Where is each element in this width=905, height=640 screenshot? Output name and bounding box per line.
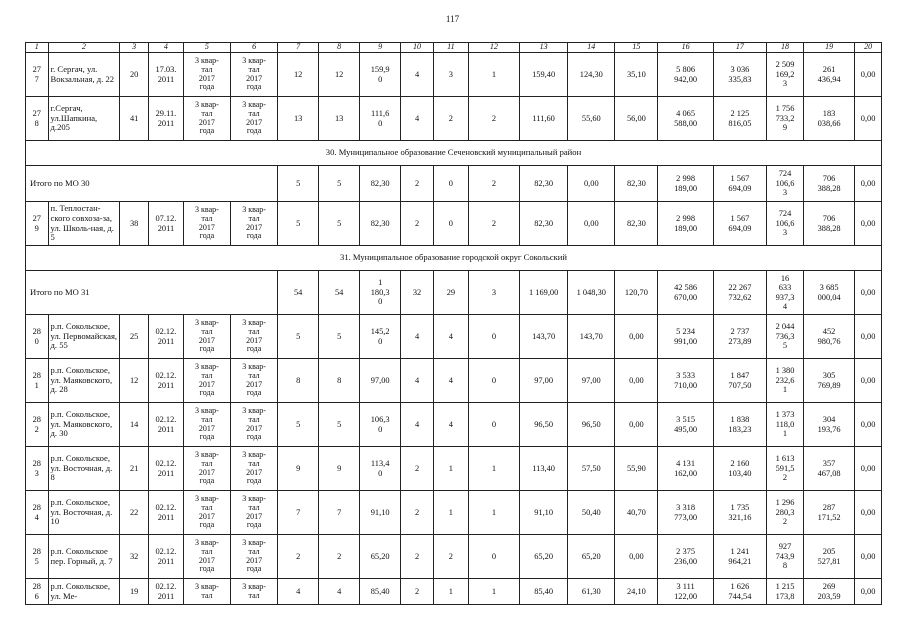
column-number: 8	[319, 43, 360, 53]
table-cell: 2	[468, 202, 519, 246]
table-cell: 304 193,76	[803, 403, 854, 447]
table-cell: 28 4	[26, 491, 49, 535]
table-cell: 3 квар- тал 2017 года	[183, 491, 230, 535]
table-cell: 0,00	[855, 359, 882, 403]
table-cell: 29.11. 2011	[149, 97, 184, 141]
table-cell: 20	[120, 53, 149, 97]
table-cell: 1	[468, 491, 519, 535]
table-cell: 1 215 173,8	[767, 579, 804, 605]
table-cell: 14	[120, 403, 149, 447]
table-cell: 0,00	[615, 359, 658, 403]
table-cell: 9	[319, 447, 360, 491]
table-cell: 3 036 335,83	[713, 53, 766, 97]
table-cell: 724 106,6 3	[767, 166, 804, 202]
table-cell: 1	[468, 53, 519, 97]
table-cell: 3 квар- тал 2017 года	[183, 535, 230, 579]
table-cell: 287 171,52	[803, 491, 854, 535]
table-cell: 706 388,28	[803, 202, 854, 246]
table-row	[26, 447, 882, 491]
section-title: 31. Муниципальное образование городской округ Сокольский	[26, 246, 882, 271]
table-cell: 1 613 591,5 2	[767, 447, 804, 491]
table-cell: 4	[278, 579, 319, 605]
table-cell: 2 737 273,89	[713, 315, 766, 359]
table-cell: 5	[319, 202, 360, 246]
table-cell: 55,60	[568, 97, 615, 141]
table-cell: 4	[433, 359, 468, 403]
table-cell: 1 756 733,2 9	[767, 97, 804, 141]
section-heading-row	[26, 246, 882, 271]
table-cell: 65,20	[568, 535, 615, 579]
column-number: 1	[26, 43, 49, 53]
table-cell: 3 111 122,00	[658, 579, 713, 605]
table-cell: 82,30	[520, 166, 568, 202]
column-number: 9	[360, 43, 401, 53]
table-cell: 02.12. 2011	[149, 491, 184, 535]
table-cell: 3 318 773,00	[658, 491, 713, 535]
table-cell: 183 038,66	[803, 97, 854, 141]
table-cell: 111,60	[520, 97, 568, 141]
table-cell: 0,00	[855, 202, 882, 246]
table-cell: 113,4 0	[360, 447, 401, 491]
table-row	[26, 202, 882, 246]
column-number: 11	[433, 43, 468, 53]
table-cell: 3 квар- тал 2017 года	[183, 53, 230, 97]
table-cell: 3	[468, 271, 519, 315]
column-number-row	[26, 43, 882, 53]
table-cell: 3 квар- тал 2017 года	[183, 202, 230, 246]
column-number: 16	[658, 43, 713, 53]
table-cell: 12	[319, 53, 360, 97]
table-cell: 55,90	[615, 447, 658, 491]
table-cell: 113,40	[520, 447, 568, 491]
table-cell: 28 3	[26, 447, 49, 491]
table-cell: 17.03. 2011	[149, 53, 184, 97]
table-cell: 65,20	[360, 535, 401, 579]
table-cell: 96,50	[568, 403, 615, 447]
table-cell: 1	[468, 447, 519, 491]
table-cell: 1 373 118,0 1	[767, 403, 804, 447]
table-cell: 3 квар- тал 2017 года	[231, 97, 278, 141]
table-cell: 91,10	[360, 491, 401, 535]
table-row	[26, 535, 882, 579]
table-cell: 3 квар- тал 2017 года	[231, 53, 278, 97]
subtotal-label: Итого по МО 31	[26, 271, 278, 315]
table-cell: 82,30	[615, 166, 658, 202]
address-cell: р.п. Сокольское, ул. Восточная, д. 10	[48, 491, 120, 535]
table-cell: 5	[278, 315, 319, 359]
table-cell: 269 203,59	[803, 579, 854, 605]
table-cell: 21	[120, 447, 149, 491]
table-cell: 2	[401, 491, 434, 535]
table-cell: 0,00	[855, 535, 882, 579]
table-cell: 143,70	[520, 315, 568, 359]
table-cell: 16 633 937,3 4	[767, 271, 804, 315]
table-row	[26, 403, 882, 447]
table-cell: 5	[278, 166, 319, 202]
table-cell: 124,30	[568, 53, 615, 97]
table-cell: 22	[120, 491, 149, 535]
table-cell: 4 131 162,00	[658, 447, 713, 491]
table-cell: 2	[433, 535, 468, 579]
table-cell: 159,9 0	[360, 53, 401, 97]
table-cell: 143,70	[568, 315, 615, 359]
address-cell: р.п. Сокольское, ул. Ме-	[48, 579, 120, 605]
table-cell: 927 743,9 8	[767, 535, 804, 579]
table-cell: 12	[278, 53, 319, 97]
table-cell: 2 375 236,00	[658, 535, 713, 579]
table-cell: 111,6 0	[360, 97, 401, 141]
table-cell: 4	[433, 315, 468, 359]
table-cell: 28 1	[26, 359, 49, 403]
table-cell: 3 квар- тал 2017 года	[183, 447, 230, 491]
column-number: 19	[803, 43, 854, 53]
table-cell: 4	[401, 97, 434, 141]
table-cell: 4	[401, 315, 434, 359]
table-cell: 54	[319, 271, 360, 315]
table-cell: 7	[278, 491, 319, 535]
address-cell: г.Сергач, ул.Шапкина, д.205	[48, 97, 120, 141]
table-cell: 0	[468, 359, 519, 403]
table-cell: 1	[468, 579, 519, 605]
address-cell: г. Сергач, ул. Вокзальная, д. 22	[48, 53, 120, 97]
subtotal-row	[26, 271, 882, 315]
table-cell: 4	[401, 359, 434, 403]
table-cell: 2	[401, 447, 434, 491]
table-cell: 02.12. 2011	[149, 579, 184, 605]
column-number: 18	[767, 43, 804, 53]
table-cell: 120,70	[615, 271, 658, 315]
table-row	[26, 53, 882, 97]
table-cell: 3 квар- тал 2017 года	[183, 97, 230, 141]
table-cell: 0	[433, 166, 468, 202]
table-cell: 28 6	[26, 579, 49, 605]
table-cell: 3 515 495,00	[658, 403, 713, 447]
table-cell: 57,50	[568, 447, 615, 491]
table-cell: 0,00	[615, 403, 658, 447]
table-cell: 3 квар- тал	[231, 579, 278, 605]
table-cell: 82,30	[360, 202, 401, 246]
table-cell: 2	[401, 166, 434, 202]
table-cell: 3 квар- тал 2017 года	[231, 403, 278, 447]
table-cell: 3 квар- тал 2017 года	[231, 202, 278, 246]
table-cell: 2 160 103,40	[713, 447, 766, 491]
table-cell: 2	[468, 166, 519, 202]
address-cell: р.п. Сокольское, ул. Восточная, д. 8	[48, 447, 120, 491]
table-cell: 2 509 169,2 3	[767, 53, 804, 97]
table-cell: 2	[401, 579, 434, 605]
table-cell: 61,30	[568, 579, 615, 605]
column-number: 12	[468, 43, 519, 53]
table-cell: 0,00	[855, 271, 882, 315]
table-cell: 3 квар- тал 2017 года	[183, 403, 230, 447]
table-cell: 3 квар- тал 2017 года	[231, 315, 278, 359]
table-cell: 4 065 588,00	[658, 97, 713, 141]
table-cell: 02.12. 2011	[149, 359, 184, 403]
table-cell: 4	[433, 403, 468, 447]
section-title: 30. Муниципальное образование Сеченовский муниципальный район	[26, 141, 882, 166]
table-cell: 2 044 736,3 5	[767, 315, 804, 359]
table-cell: 07.12. 2011	[149, 202, 184, 246]
table-cell: 1 380 232,6 1	[767, 359, 804, 403]
table-cell: 1 180,3 0	[360, 271, 401, 315]
table-cell: 13	[319, 97, 360, 141]
column-number: 6	[231, 43, 278, 53]
table-cell: 3 квар- тал 2017 года	[231, 359, 278, 403]
subtotal-row	[26, 166, 882, 202]
address-cell: р.п. Сокольское, ул. Маяковского, д. 30	[48, 403, 120, 447]
table-cell: 1 626 744,54	[713, 579, 766, 605]
table-cell: 2 998 189,00	[658, 166, 713, 202]
table-cell: 145,2 0	[360, 315, 401, 359]
section-heading-row	[26, 141, 882, 166]
table-cell: 42 586 670,00	[658, 271, 713, 315]
table-cell: 0,00	[855, 579, 882, 605]
table-cell: 97,00	[520, 359, 568, 403]
table-cell: 1 296 280,3 2	[767, 491, 804, 535]
column-number: 13	[520, 43, 568, 53]
table-cell: 32	[401, 271, 434, 315]
table-cell: 2	[433, 97, 468, 141]
table-cell: 5	[278, 202, 319, 246]
address-cell: р.п. Сокольское пер. Горный, д. 7	[48, 535, 120, 579]
table-cell: 50,40	[568, 491, 615, 535]
column-number: 15	[615, 43, 658, 53]
table-row	[26, 579, 882, 605]
subtotal-label: Итого по МО 30	[26, 166, 278, 202]
table-cell: 28 5	[26, 535, 49, 579]
table-cell: 27 7	[26, 53, 49, 97]
page-number: 117	[445, 14, 460, 24]
table-cell: 2	[468, 97, 519, 141]
table-cell: 0	[433, 202, 468, 246]
table-cell: 106,3 0	[360, 403, 401, 447]
table-cell: 38	[120, 202, 149, 246]
table-cell: 205 527,81	[803, 535, 854, 579]
table-cell: 2	[401, 535, 434, 579]
table-cell: 56,00	[615, 97, 658, 141]
table-cell: 3 533 710,00	[658, 359, 713, 403]
table-cell: 82,30	[360, 166, 401, 202]
table-cell: 357 467,08	[803, 447, 854, 491]
table-cell: 13	[278, 97, 319, 141]
address-cell: р.п. Сокольское, ул. Маяковского, д. 28	[48, 359, 120, 403]
table-cell: 22 267 732,62	[713, 271, 766, 315]
table-cell: 5	[319, 315, 360, 359]
table-cell: 452 980,76	[803, 315, 854, 359]
table-cell: 0,00	[855, 315, 882, 359]
table-cell: 65,20	[520, 535, 568, 579]
table-cell: 02.12. 2011	[149, 403, 184, 447]
table-cell: 02.12. 2011	[149, 535, 184, 579]
table-cell: 24,10	[615, 579, 658, 605]
table-cell: 1 567 694,09	[713, 166, 766, 202]
column-number: 3	[120, 43, 149, 53]
table-cell: 9	[278, 447, 319, 491]
table-cell: 0,00	[568, 202, 615, 246]
table-cell: 2	[401, 202, 434, 246]
table-cell: 97,00	[360, 359, 401, 403]
column-number: 7	[278, 43, 319, 53]
table-cell: 305 769,89	[803, 359, 854, 403]
table-cell: 82,30	[615, 202, 658, 246]
table-cell: 1 838 183,23	[713, 403, 766, 447]
table-cell: 2 998 189,00	[658, 202, 713, 246]
table-cell: 0,00	[615, 535, 658, 579]
table-cell: 5	[319, 166, 360, 202]
table-cell: 0,00	[855, 53, 882, 97]
table-cell: 28 0	[26, 315, 49, 359]
table-cell: 261 436,94	[803, 53, 854, 97]
data-table	[25, 42, 882, 605]
table-cell: 3 квар- тал	[183, 579, 230, 605]
table-cell: 5	[278, 403, 319, 447]
table-cell: 0,00	[855, 166, 882, 202]
column-number: 17	[713, 43, 766, 53]
table-cell: 02.12. 2011	[149, 315, 184, 359]
table-cell: 1 847 707,50	[713, 359, 766, 403]
table-cell: 2 125 816,05	[713, 97, 766, 141]
table-cell: 0,00	[855, 491, 882, 535]
table-cell: 0,00	[855, 403, 882, 447]
table-cell: 3 685 000,04	[803, 271, 854, 315]
table-cell: 1 567 694,09	[713, 202, 766, 246]
table-cell: 32	[120, 535, 149, 579]
table-cell: 0	[468, 535, 519, 579]
column-number: 2	[48, 43, 120, 53]
table-cell: 28 2	[26, 403, 49, 447]
table-cell: 0	[468, 403, 519, 447]
table-cell: 4	[319, 579, 360, 605]
column-number: 20	[855, 43, 882, 53]
column-number: 14	[568, 43, 615, 53]
table-cell: 40,70	[615, 491, 658, 535]
table-cell: 0,00	[615, 315, 658, 359]
table-cell: 85,40	[520, 579, 568, 605]
table-cell: 1 169,00	[520, 271, 568, 315]
table-cell: 91,10	[520, 491, 568, 535]
table-row	[26, 315, 882, 359]
table-cell: 3 квар- тал 2017 года	[231, 491, 278, 535]
table-cell: 2	[319, 535, 360, 579]
table-cell: 0,00	[855, 97, 882, 141]
table-row	[26, 491, 882, 535]
table-cell: 706 388,28	[803, 166, 854, 202]
table-cell: 27 9	[26, 202, 49, 246]
column-number: 10	[401, 43, 434, 53]
table-cell: 0	[468, 315, 519, 359]
table-cell: 1	[433, 491, 468, 535]
table-cell: 85,40	[360, 579, 401, 605]
table-row	[26, 359, 882, 403]
table-cell: 96,50	[520, 403, 568, 447]
table-cell: 5 234 991,00	[658, 315, 713, 359]
address-cell: п. Теплостан-ского совхоза-за, ул. Школь-ная, д. 5	[48, 202, 120, 246]
table-cell: 159,40	[520, 53, 568, 97]
table-cell: 4	[401, 53, 434, 97]
table-cell: 19	[120, 579, 149, 605]
table-cell: 3	[433, 53, 468, 97]
table-cell: 5	[319, 403, 360, 447]
table-cell: 41	[120, 97, 149, 141]
table-cell: 12	[120, 359, 149, 403]
table-cell: 2	[278, 535, 319, 579]
table-cell: 0,00	[855, 447, 882, 491]
column-number: 4	[149, 43, 184, 53]
table-row	[26, 97, 882, 141]
table-cell: 82,30	[520, 202, 568, 246]
table-cell: 1 241 964,21	[713, 535, 766, 579]
address-cell: р.п. Сокольское, ул. Первомайская, д. 55	[48, 315, 120, 359]
table-cell: 724 106,6 3	[767, 202, 804, 246]
table-cell: 7	[319, 491, 360, 535]
table-cell: 4	[401, 403, 434, 447]
table-cell: 54	[278, 271, 319, 315]
table-cell: 3 квар- тал 2017 года	[183, 315, 230, 359]
table-cell: 25	[120, 315, 149, 359]
table-cell: 35,10	[615, 53, 658, 97]
table-cell: 1 735 321,16	[713, 491, 766, 535]
table-cell: 3 квар- тал 2017 года	[231, 447, 278, 491]
column-number: 5	[183, 43, 230, 53]
table-cell: 3 квар- тал 2017 года	[231, 535, 278, 579]
table-cell: 1	[433, 447, 468, 491]
table-cell: 29	[433, 271, 468, 315]
table-cell: 1	[433, 579, 468, 605]
table-cell: 8	[319, 359, 360, 403]
table-cell: 3 квар- тал 2017 года	[183, 359, 230, 403]
table-cell: 0,00	[568, 166, 615, 202]
table-cell: 1 048,30	[568, 271, 615, 315]
table-cell: 8	[278, 359, 319, 403]
table-cell: 97,00	[568, 359, 615, 403]
table-cell: 02.12. 2011	[149, 447, 184, 491]
table-cell: 5 806 942,00	[658, 53, 713, 97]
table-cell: 27 8	[26, 97, 49, 141]
